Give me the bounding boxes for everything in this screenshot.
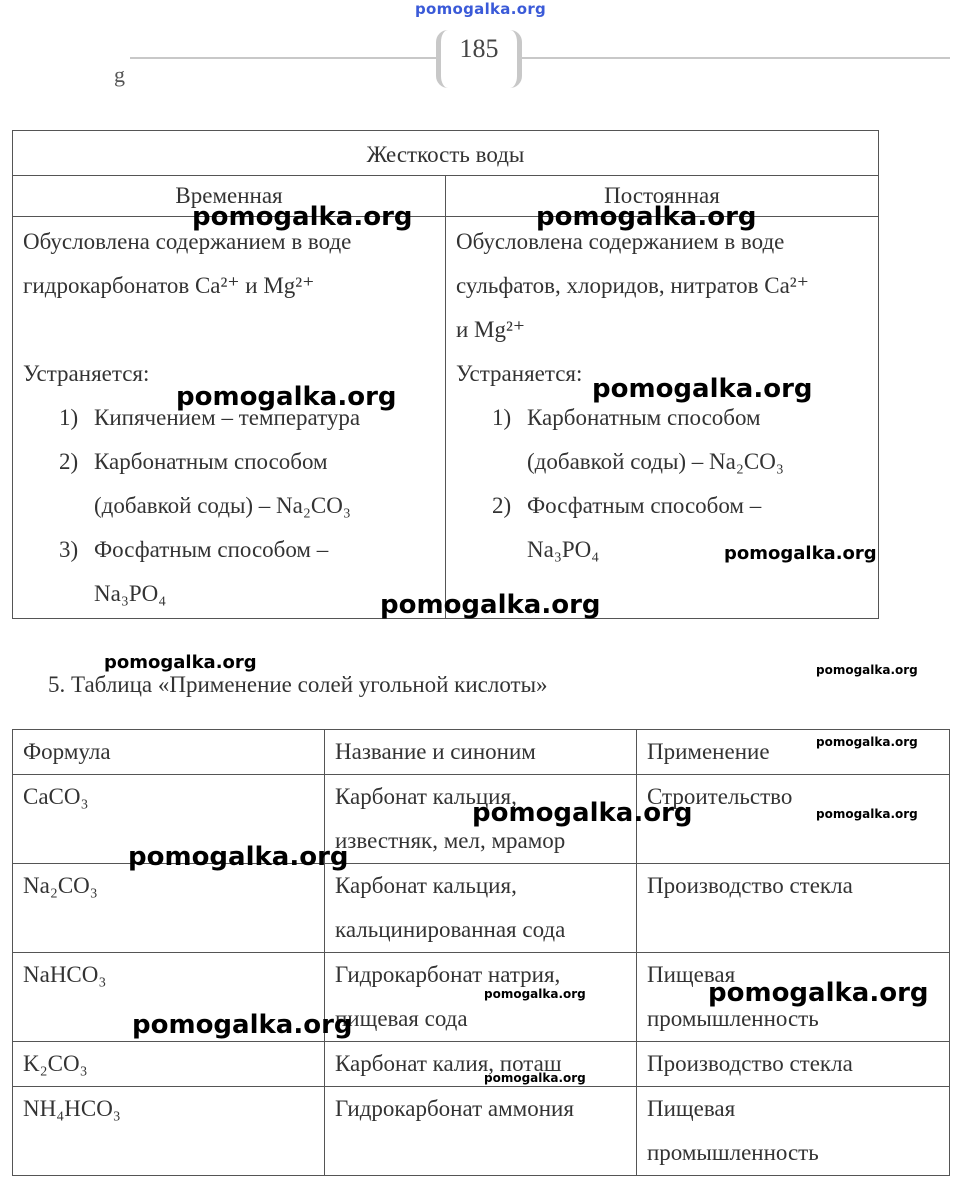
method-text: Карбонатным способом bbox=[527, 405, 761, 430]
temporary-removal-label: Устраняется: bbox=[23, 361, 150, 386]
formula-cell: NaHCO₃ bbox=[13, 953, 325, 1042]
temporary-method-item bbox=[59, 528, 435, 616]
temporary-cause-line: Обусловлена содержанием в воде bbox=[23, 229, 352, 254]
method-number: 2) bbox=[59, 449, 79, 474]
header-rule-left bbox=[130, 57, 440, 59]
watermark: pomogalka.org bbox=[816, 735, 918, 749]
watermark: pomogalka.org bbox=[128, 842, 349, 872]
method-number: 1) bbox=[59, 405, 79, 430]
temporary-gap bbox=[23, 308, 435, 352]
watermark: pomogalka.org bbox=[708, 978, 929, 1008]
application-line: Пищевая bbox=[647, 1096, 736, 1121]
method-text: Карбонатным способом bbox=[94, 449, 328, 474]
watermark: pomogalka.org bbox=[484, 987, 586, 1001]
header-formula: Формула bbox=[13, 730, 325, 775]
table-row bbox=[13, 864, 950, 953]
watermark: pomogalka.org bbox=[816, 663, 918, 677]
application-line: Пищевая bbox=[647, 962, 736, 987]
watermark: pomogalka.org bbox=[816, 807, 918, 821]
method-text-cont: Na₃PO₄ bbox=[94, 581, 167, 606]
permanent-method-item bbox=[492, 396, 868, 484]
method-number: 1) bbox=[492, 405, 512, 430]
temporary-hardness-heading: Временная bbox=[13, 176, 446, 217]
watermark: pomogalka.org bbox=[104, 652, 257, 673]
watermark: pomogalka.org bbox=[724, 543, 877, 564]
name-cell: Карбонат калия, поташ bbox=[325, 1042, 637, 1087]
method-text: Кипячением – температура bbox=[94, 405, 361, 430]
watermark: pomogalka.org bbox=[380, 590, 601, 620]
application-line: промышленность bbox=[647, 1006, 819, 1031]
method-text: Фосфатным способом – bbox=[527, 493, 762, 518]
temporary-cause-line: гидрокарбонатов Ca²⁺ и Mg²⁺ bbox=[23, 273, 315, 298]
header-rule-right bbox=[522, 57, 950, 59]
application-cell bbox=[637, 1087, 950, 1176]
temporary-hardness-cell bbox=[13, 217, 446, 619]
table-row bbox=[13, 1042, 950, 1087]
name-line: известняк, мел, мрамор bbox=[335, 828, 566, 853]
page-number: 185 bbox=[459, 34, 499, 63]
method-number: 3) bbox=[59, 537, 79, 562]
application-cell bbox=[637, 864, 950, 953]
name-line: Карбонат кальция, bbox=[335, 784, 517, 809]
method-number: 2) bbox=[492, 493, 512, 518]
method-text-cont: (добавкой соды) – Na₂CO₃ bbox=[527, 449, 784, 474]
name-line: пищевая сода bbox=[335, 1006, 468, 1031]
name-cell: Гидрокарбонат аммония bbox=[325, 1087, 637, 1176]
watermark: pomogalka.org bbox=[592, 374, 813, 404]
section-title: 5. Таблица «Применение солей угольной кислоты» bbox=[48, 672, 548, 697]
permanent-cause-line: сульфатов, хлоридов, нитратов Ca²⁺ bbox=[456, 273, 809, 298]
hardness-table-title: Жесткость воды bbox=[13, 131, 879, 176]
name-line: Гидрокарбонат натрия, bbox=[335, 962, 561, 987]
name-line: кальцинированная сода bbox=[335, 917, 566, 942]
temporary-method-item bbox=[59, 440, 435, 528]
formula-cell: Na₂CO₃ bbox=[13, 864, 325, 953]
application-line: промышленность bbox=[647, 1140, 819, 1165]
name-cell bbox=[325, 953, 637, 1042]
method-text: Фосфатным способом – bbox=[94, 537, 329, 562]
permanent-cause-line: и Mg²⁺ bbox=[456, 317, 526, 342]
watermark: pomogalka.org bbox=[536, 202, 757, 232]
method-text-cont: Na₃PO₄ bbox=[527, 537, 600, 562]
watermark: pomogalka.org bbox=[176, 382, 397, 412]
table-row bbox=[13, 1087, 950, 1176]
watermark: pomogalka.org bbox=[472, 798, 693, 828]
formula-cell: CaCO₃ bbox=[13, 775, 325, 864]
header-name: Название и синоним bbox=[325, 730, 637, 775]
temporary-methods-list bbox=[23, 396, 435, 616]
watermark: pomogalka.org bbox=[192, 202, 413, 232]
watermark: pomogalka.org bbox=[484, 1071, 586, 1085]
permanent-hardness-heading: Постоянная bbox=[446, 176, 879, 217]
permanent-cause-line: Обусловлена содержанием в воде bbox=[456, 229, 785, 254]
stray-glyph: g bbox=[114, 62, 125, 87]
application-line: Строительство bbox=[647, 784, 793, 809]
name-cell bbox=[325, 864, 637, 953]
application-cell: Производство стекла bbox=[637, 1042, 950, 1087]
application-line: Производство стекла bbox=[647, 873, 853, 898]
method-text-cont: (добавкой соды) – Na₂CO₃ bbox=[94, 493, 351, 518]
carbonate-salts-table bbox=[12, 729, 950, 1176]
permanent-removal-label: Устраняется: bbox=[456, 361, 583, 386]
header-application: Применение bbox=[637, 730, 950, 775]
watermark: pomogalka.org bbox=[132, 1010, 353, 1040]
formula-cell: K₂CO₃ bbox=[13, 1042, 325, 1087]
site-watermark-top: pomogalka.org bbox=[414, 0, 547, 18]
formula-cell: NH₄HCO₃ bbox=[13, 1087, 325, 1176]
name-line: Карбонат кальция, bbox=[335, 873, 517, 898]
